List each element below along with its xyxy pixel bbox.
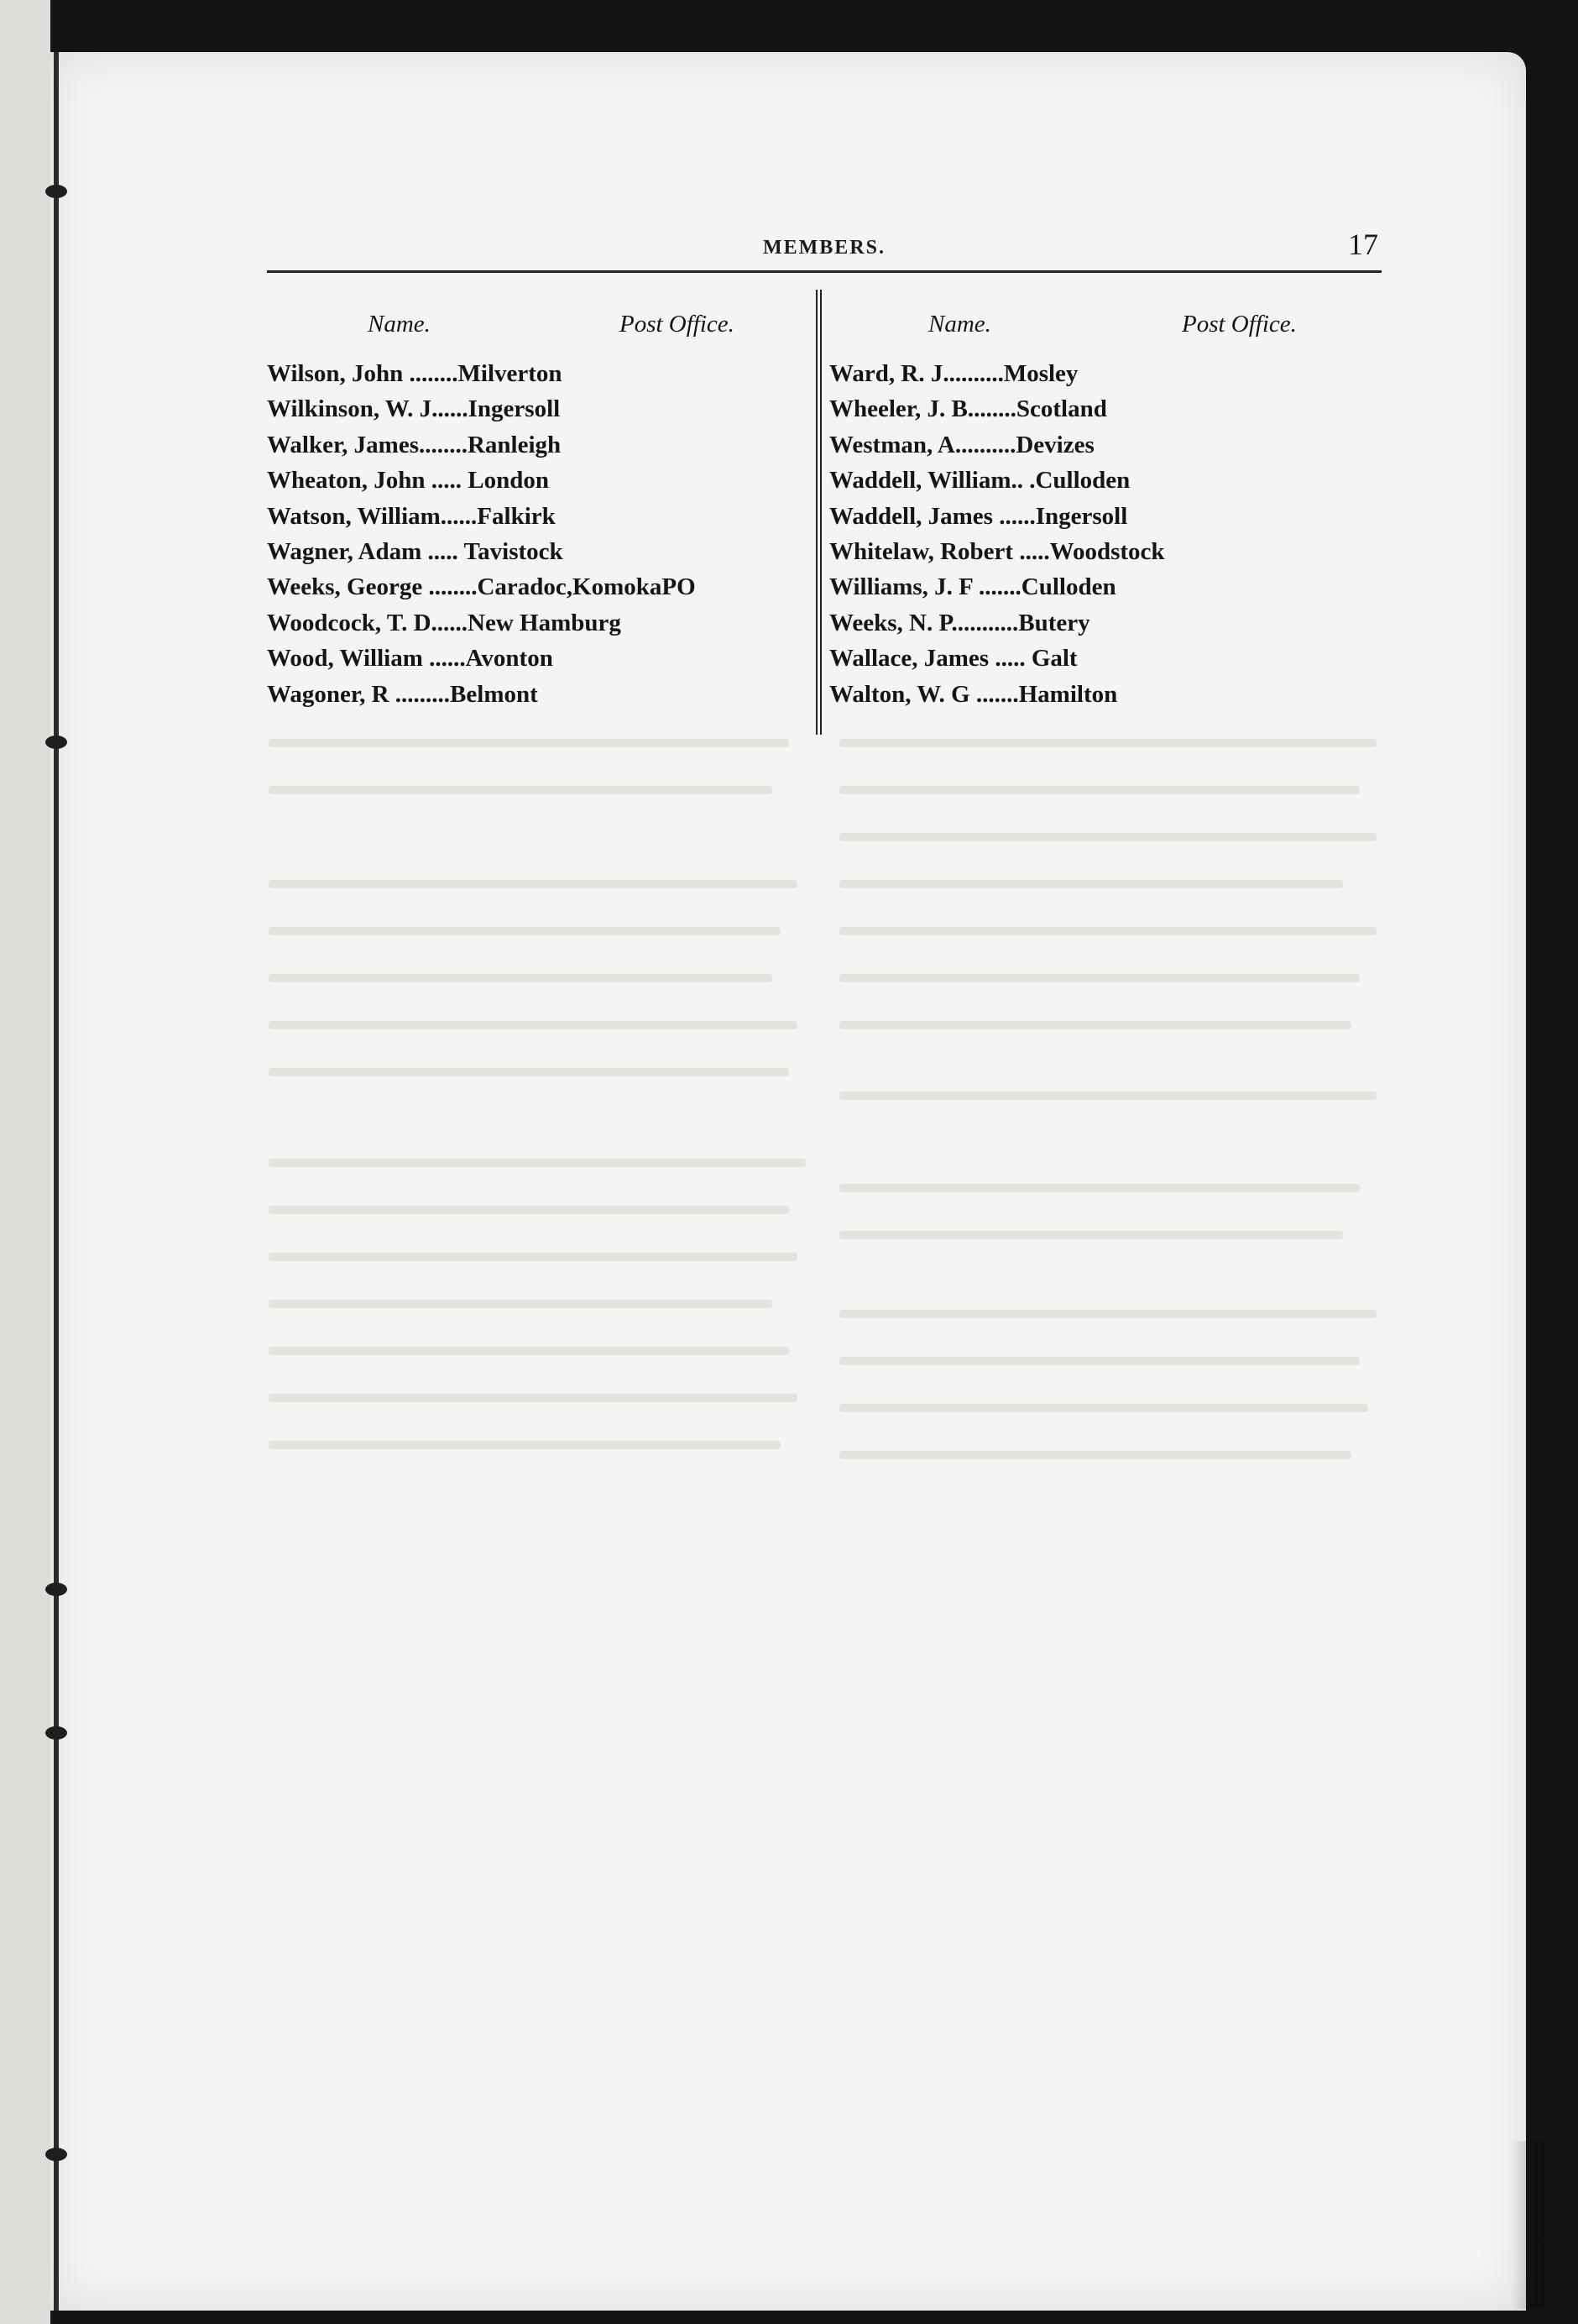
column-divider (816, 290, 822, 735)
member-entry: Woodcock, T. D......New Hamburg (267, 609, 621, 636)
member-entry: Williams, J. F .......Culloden (829, 573, 1116, 601)
binding-spine (54, 52, 59, 2311)
members-column-right (829, 311, 1366, 712)
post-office-heading: Post Office. (619, 311, 734, 338)
member-entry: Wood, William ......Avonton (267, 645, 553, 673)
member-entry: Wagoner, R .........Belmont (267, 680, 538, 708)
name-heading: Name. (368, 311, 431, 338)
running-head: MEMBERS. (762, 237, 886, 259)
binding-stitch (45, 1583, 67, 1596)
member-entry: Waddell, William.. .Culloden (829, 467, 1131, 495)
page-number: 17 (1348, 228, 1378, 261)
member-entry: Wheeler, J. B........Scotland (829, 395, 1107, 423)
member-entry: Wallace, James ..... Galt (829, 645, 1078, 673)
members-column-left (267, 311, 813, 712)
member-entry: Walker, James........Ranleigh (267, 431, 562, 458)
binding-stitch (45, 1726, 67, 1740)
column-heading (829, 311, 1366, 356)
member-entry: Weeks, George ........Caradoc,KomokaPO (267, 573, 696, 601)
member-entry: Wilson, John ........Milverton (267, 360, 562, 387)
column-heading (267, 311, 813, 356)
member-entry: Waddell, James ......Ingersoll (829, 502, 1128, 530)
member-entry: Wagner, Adam ..... Tavistock (267, 537, 563, 565)
bleed-through-text (252, 739, 1385, 2166)
member-entry: Ward, R. J..........Mosley (829, 360, 1079, 387)
page-header (267, 227, 1382, 273)
name-heading: Name. (928, 311, 991, 338)
member-entry: Walton, W. G .......Hamilton (829, 680, 1118, 708)
binding-stitch (45, 735, 67, 749)
member-entry: Westman, A..........Devizes (829, 431, 1095, 458)
facing-page-edge (0, 0, 50, 2324)
member-entry: Whitelaw, Robert .....Woodstock (829, 537, 1165, 565)
binding-stitch (45, 2148, 67, 2161)
member-entry: Watson, William......Falkirk (267, 502, 556, 530)
post-office-heading: Post Office. (1182, 311, 1297, 338)
member-entry: Wilkinson, W. J......Ingersoll (267, 395, 561, 423)
page-corner-wear (1511, 2141, 1544, 2309)
member-entry: Wheaton, John ..... London (267, 467, 550, 495)
binding-stitch (45, 185, 67, 198)
member-entry: Weeks, N. P...........Butery (829, 609, 1090, 636)
